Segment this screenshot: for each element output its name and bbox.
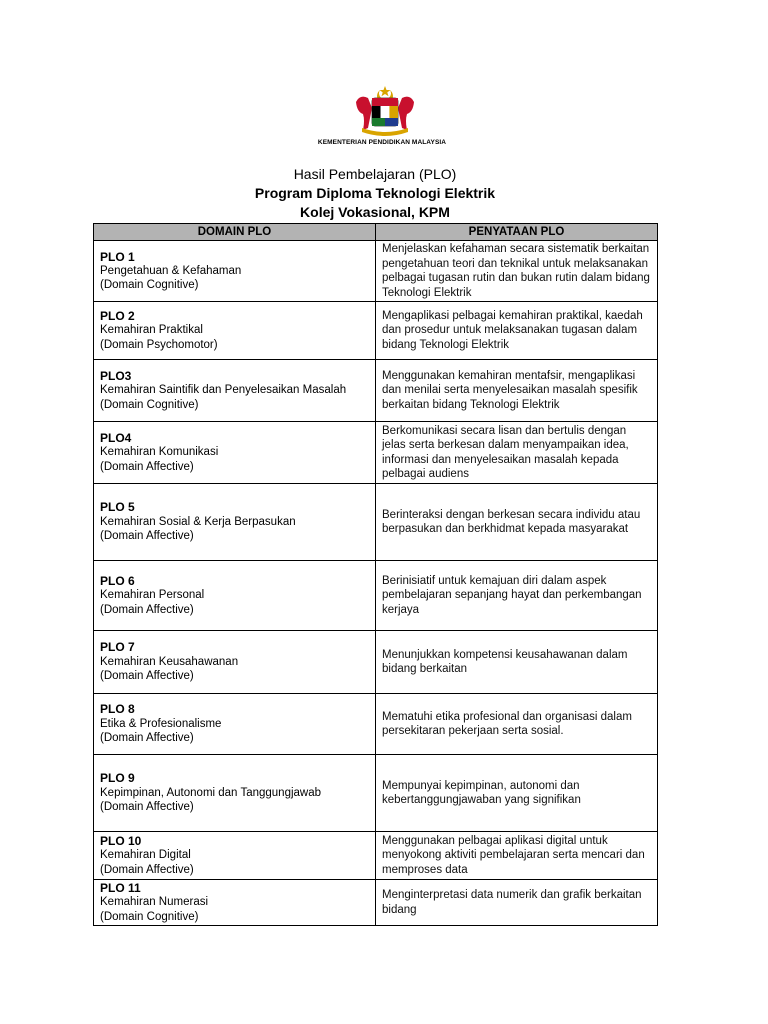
domain-cell: [94, 484, 376, 561]
plo-domain: (Domain Affective): [100, 460, 194, 473]
plo-name: Kemahiran Keusahawanan: [100, 655, 239, 668]
plo-name: Kemahiran Saintifik dan Penyelesaikan Masalah: [100, 384, 347, 397]
plo-code: PLO3: [100, 368, 132, 383]
table-row: [94, 832, 658, 880]
plo-code: PLO 2: [100, 308, 135, 323]
column-header-statement: PENYATAAN PLO: [376, 224, 658, 241]
title-line-2: Program Diploma Teknologi Elektrik: [254, 185, 496, 201]
plo-domain: (Domain Cognitive): [100, 910, 199, 923]
statement-cell: Berinteraksi dengan berkesan secara individu atau berpasukan dan berkhidmat kepada masyarakat: [376, 484, 658, 561]
plo-code: PLO 6: [100, 573, 135, 588]
domain-cell: [94, 631, 376, 694]
plo-domain: (Domain Affective): [100, 670, 194, 683]
statement-cell: Menunjukkan kompetensi keusahawanan dalam bidang berkaitan: [376, 631, 658, 694]
domain-cell: [94, 241, 376, 302]
plo-name: Kepimpinan, Autonomi dan Tanggungjawab: [100, 786, 322, 799]
title-line-1: Hasil Pembelajaran (PLO): [293, 166, 457, 182]
document-titles: [92, 165, 658, 222]
plo-name: Kemahiran Komunikasi: [100, 446, 219, 459]
statement-cell: Mengaplikasi pelbagai kemahiran praktikal, kaedah dan prosedur untuk melaksanakan tugasan dalam bidang Teknologi Elektrik: [376, 302, 658, 360]
statement-cell: Menggunakan kemahiran mentafsir, mengaplikasi dan menilai serta menyelesaikan masalah spesifik berkaitan bidang Teknologi Elektrik: [376, 360, 658, 422]
statement-cell: Menggunakan pelbagai aplikasi digital untuk menyokong aktiviti pembelajaran serta mencari dan memproses data: [376, 832, 658, 880]
statement-cell: Mematuhi etika profesional dan organisasi dalam persekitaran pekerjaan serta sosial.: [376, 694, 658, 755]
table-row: [94, 360, 658, 422]
plo-domain: (Domain Psychomotor): [100, 338, 218, 351]
plo-name: Kemahiran Personal: [100, 589, 205, 602]
table-row: [94, 484, 658, 561]
table-row: [94, 755, 658, 832]
plo-domain: (Domain Affective): [100, 732, 194, 745]
plo-name: Kemahiran Numerasi: [100, 896, 209, 909]
logo: [300, 84, 470, 146]
domain-cell: [94, 360, 376, 422]
table-header-row: [94, 224, 658, 241]
malaysia-coat-of-arms-icon: [350, 84, 420, 136]
table-row: [94, 880, 658, 926]
plo-name: Kemahiran Sosial & Kerja Berpasukan: [100, 515, 296, 528]
plo-code: PLO 7: [100, 640, 135, 655]
statement-cell: Mempunyai kepimpinan, autonomi dan kebertanggungjawaban yang signifikan: [376, 755, 658, 832]
table-row: [94, 694, 658, 755]
plo-code: PLO 5: [100, 500, 135, 515]
domain-cell: [94, 832, 376, 880]
plo-code: PLO 9: [100, 771, 135, 786]
plo-domain: (Domain Cognitive): [100, 398, 199, 411]
domain-cell: [94, 755, 376, 832]
domain-cell: [94, 422, 376, 484]
plo-code: PLO 10: [100, 833, 142, 848]
domain-cell: [94, 880, 376, 926]
table-row: [94, 241, 658, 302]
table-row: [94, 302, 658, 360]
table-row: [94, 422, 658, 484]
statement-cell: Menginterpretasi data numerik dan grafik berkaitan bidang: [376, 880, 658, 926]
title-line-3: Kolej Vokasional, KPM: [300, 204, 450, 220]
plo-domain: (Domain Affective): [100, 801, 194, 814]
domain-cell: [94, 302, 376, 360]
plo-domain: (Domain Affective): [100, 603, 194, 616]
statement-cell: Menjelaskan kefahaman secara sistematik berkaitan pengetahuan teori dan teknikal untuk melaksanakan pelbagai tugasan rutin dan bukan rutin dalam bidang Teknologi Elektrik: [376, 241, 658, 302]
domain-cell: [94, 561, 376, 631]
statement-cell: Berkomunikasi secara lisan dan bertulis dengan jelas serta berkesan dalam menyampaikan idea, informasi dan menyelesaikan masalah kepada pelbagai audiens: [376, 422, 658, 484]
plo-domain: (Domain Cognitive): [100, 279, 199, 292]
plo-name: Etika & Profesionalisme: [100, 717, 222, 730]
plo-name: Kemahiran Digital: [100, 849, 191, 862]
plo-code: PLO 8: [100, 702, 135, 717]
column-header-domain: DOMAIN PLO: [94, 224, 376, 241]
plo-domain: (Domain Affective): [100, 863, 194, 876]
plo-code: PLO4: [100, 430, 132, 445]
plo-code: PLO 11: [100, 881, 141, 896]
table-row: [94, 561, 658, 631]
plo-table: [93, 223, 658, 926]
ministry-name: KEMENTERIAN PENDIDIKAN MALAYSIA: [317, 139, 447, 146]
plo-domain: (Domain Affective): [100, 530, 194, 543]
statement-cell: Berinisiatif untuk kemajuan diri dalam aspek pembelajaran sepanjang hayat dan perkembangan kerjaya: [376, 561, 658, 631]
table-row: [94, 631, 658, 694]
plo-name: Kemahiran Praktikal: [100, 324, 203, 337]
plo-name: Pengetahuan & Kefahaman: [100, 265, 242, 278]
domain-cell: [94, 694, 376, 755]
plo-code: PLO 1: [100, 249, 135, 264]
